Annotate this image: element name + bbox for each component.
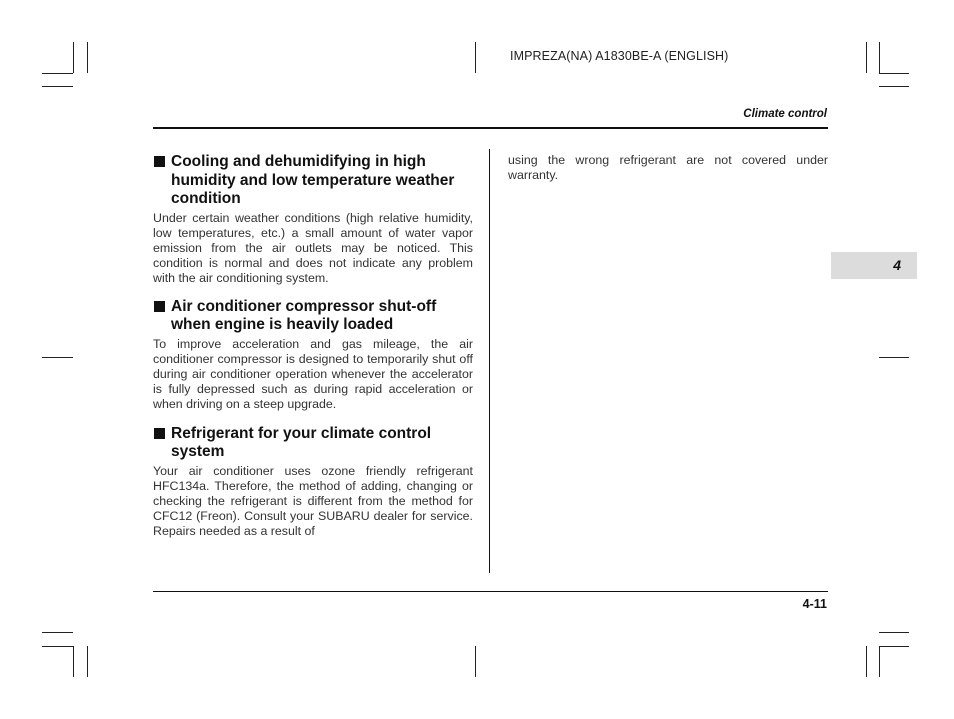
section-body: To improve acceleration and gas mileage, the air conditioner compressor is designed to temporarily shut off during air conditioner operation whenever the accelerator is fully depressed such as during rapid acceleration or when driving on a steep upgrade. [153,336,473,411]
crop-mark [879,73,909,74]
section-block [153,153,473,286]
section-heading-text: Air conditioner compressor shut-off when engine is heavily loaded [171,297,437,333]
section-heading [153,153,473,209]
section-block [153,425,473,539]
left-column [153,153,473,539]
footer-rule [153,591,828,592]
right-column [508,153,828,183]
crop-mark [879,86,909,87]
header-rule [153,127,828,129]
chapter-number: 4 [893,257,901,273]
crop-mark [475,42,476,73]
crop-mark [42,632,73,633]
crop-mark [879,42,880,73]
crop-mark [87,646,88,677]
crop-mark [879,646,880,677]
section-heading-text: Refrigerant for your climate control system [171,424,432,460]
crop-mark [73,42,74,73]
crop-mark [42,646,73,647]
crop-mark [879,632,909,633]
section-block [153,298,473,412]
section-heading [153,425,473,462]
section-heading [153,298,473,335]
chapter-tab [831,252,917,279]
crop-mark [879,646,909,647]
page-number: 4-11 [802,597,827,611]
square-bullet-icon [154,156,165,167]
crop-mark [87,42,88,73]
continued-text: using the wrong refrigerant are not covered under warranty. [508,153,828,182]
crop-mark [42,357,73,358]
crop-mark [73,646,74,677]
section-body: Under certain weather conditions (high relative humidity, low temperatures, etc.) a small amount of water vapor emission from the air outlets may be noticed. This condition is normal and does not indicate any problem with the air conditioning system. [153,210,473,285]
square-bullet-icon [154,428,165,439]
document-id: IMPREZA(NA) A1830BE-A (ENGLISH) [510,49,729,63]
section-body: Your air conditioner uses ozone friendly refrigerant HFC134a. Therefore, the method of adding, changing or checking the refrigerant is different from the method for CFC12 (Freon). Consult your SUBARU dealer for service. Repairs needed as a result of [153,463,473,538]
crop-mark [42,73,73,74]
square-bullet-icon [154,301,165,312]
crop-mark [879,357,909,358]
section-heading-text: Cooling and dehumidifying in high humidity and low temperature weather condition [171,153,455,207]
crop-mark [42,86,73,87]
crop-mark [866,42,867,73]
column-divider [489,149,490,573]
running-header-section: Climate control [743,108,827,120]
crop-mark [866,646,867,677]
crop-mark [475,646,476,677]
